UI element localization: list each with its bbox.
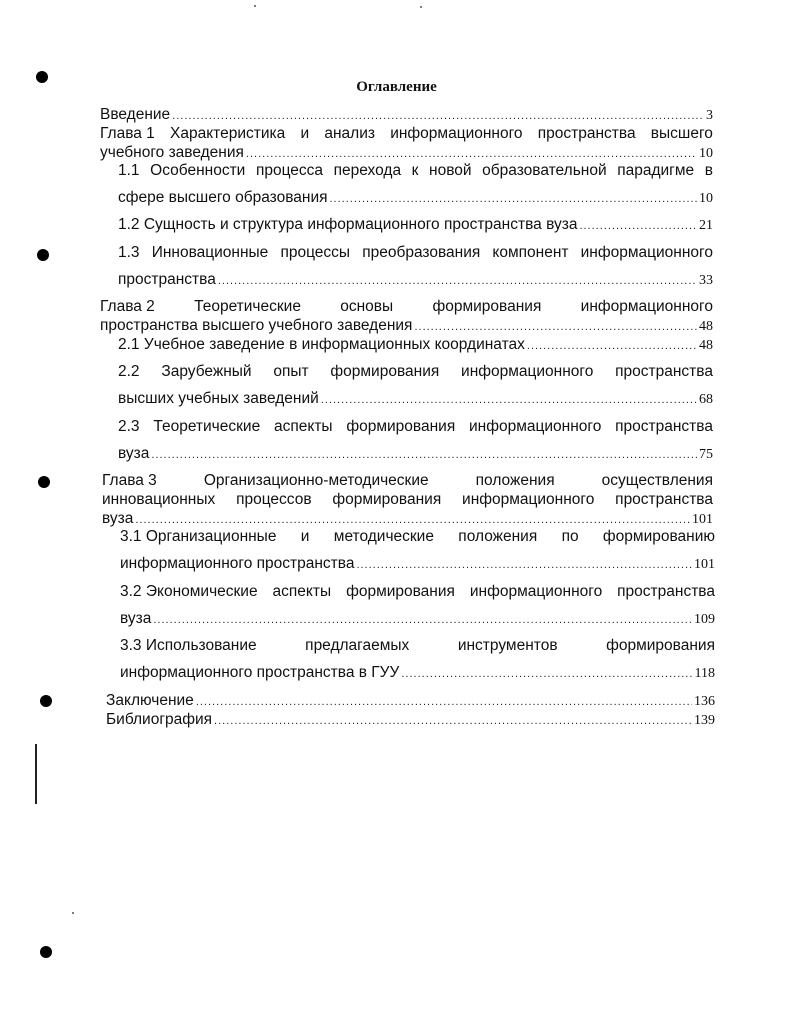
word: опыт (273, 363, 309, 380)
word: формирования (330, 363, 440, 380)
word: положения (458, 528, 538, 545)
word: аспекты (272, 583, 332, 600)
toc-entry-s32-line2 (120, 610, 715, 629)
toc-entry-text: вуза (120, 610, 152, 627)
toc-entry-ch3-line3 (102, 510, 713, 529)
leader-dots (414, 318, 697, 336)
leader-dots (579, 217, 697, 235)
page-number: 21 (699, 218, 713, 233)
word: аспекты (273, 418, 333, 435)
page-number: 75 (699, 447, 713, 462)
word: инновационных (102, 491, 216, 508)
word: процессов (236, 491, 312, 508)
toc-entry-text: информационного пространства (120, 555, 355, 572)
punch-hole (36, 71, 48, 83)
leader-dots (135, 511, 690, 529)
toc-entry-text: вуза (102, 510, 134, 527)
word: 3.2 Экономические (120, 583, 258, 600)
toc-entry-text: 2.1 Учебное заведение в информационных координатах (118, 336, 525, 353)
leader-dots (218, 272, 697, 290)
leader-dots (527, 337, 697, 355)
word: формирования (432, 298, 542, 315)
word: парадигме (617, 162, 695, 179)
page-number: 101 (694, 557, 715, 572)
word: пространства (615, 418, 713, 435)
word: информационного (469, 418, 602, 435)
word: основы (340, 298, 394, 315)
leader-dots (153, 611, 692, 629)
toc-entry-s31-line2 (120, 555, 715, 574)
toc-entry-s33-line2 (120, 664, 715, 683)
word: 1.1 (118, 162, 140, 179)
page-number: 109 (694, 612, 715, 627)
page-number: 48 (699, 319, 713, 334)
toc-entry-conclusion (106, 692, 715, 711)
word: информационного (390, 125, 523, 142)
word: и (300, 528, 310, 545)
toc-entry-ch2-line1 (100, 298, 713, 316)
word: Глава 2 (100, 298, 155, 315)
leader-dots (356, 556, 692, 574)
page-number: 3 (706, 108, 713, 123)
toc-entry-bibliography (106, 711, 715, 730)
punch-hole (37, 249, 49, 261)
toc-entry-s22-line2 (118, 390, 713, 409)
word: информационного (580, 244, 713, 261)
word: пространства (615, 491, 713, 508)
toc-entry-text: 1.2 Сущность и структура информационного пространства вуза (118, 216, 578, 233)
word: информационного (462, 491, 595, 508)
leader-dots (214, 712, 692, 730)
word: процессы (280, 244, 351, 261)
word: пространства (617, 583, 715, 600)
leader-dots (196, 693, 692, 711)
word: Особенности (150, 162, 246, 179)
word: 2.2 (118, 363, 140, 380)
scan-speck (254, 5, 256, 7)
word: Характеристика (170, 125, 286, 142)
word: к (411, 162, 419, 179)
toc-entry-text: Библиография (106, 711, 213, 728)
word: по (561, 528, 579, 545)
toc-entry-s12 (118, 216, 713, 235)
toc-entry-text: учебного заведения (100, 144, 244, 161)
page-number: 101 (692, 512, 713, 527)
word: Организационно-методические (203, 472, 429, 489)
word: перехода (333, 162, 402, 179)
word: инструментов (457, 637, 558, 654)
toc-entry-text: информационного пространства в ГУУ (120, 664, 400, 681)
word: образовательной (482, 162, 607, 179)
scan-speck (420, 6, 422, 8)
page-number: 10 (699, 146, 713, 161)
word: Глава 1 (100, 125, 155, 142)
toc-entry-ch1-line1 (100, 125, 713, 143)
toc-entry-s11-line2 (118, 189, 713, 208)
word: пространства (615, 363, 713, 380)
leader-dots (401, 665, 692, 683)
word: информационного (469, 583, 603, 600)
page-number: 48 (699, 338, 713, 353)
leader-dots (321, 391, 697, 409)
word: информационного (580, 298, 713, 315)
page-number: 33 (699, 273, 713, 288)
toc-entry-text: пространства (118, 271, 216, 288)
toc-entry-text: пространства высшего учебного заведения (100, 317, 413, 334)
page-number: 136 (694, 694, 715, 709)
word: 2.3 (118, 418, 140, 435)
word: предлагаемых (305, 637, 410, 654)
word: новой (429, 162, 472, 179)
toc-entry-text: сфере высшего образования (118, 189, 328, 206)
toc-entry-text: вуза (118, 445, 150, 462)
page-number: 139 (694, 713, 715, 728)
word: формирования (606, 637, 715, 654)
word: 3.1 Организационные (120, 528, 277, 545)
word: 3.3 Использование (120, 637, 257, 654)
word: компонент (492, 244, 569, 261)
toc-entry-ch1-line2 (100, 144, 713, 163)
word: преобразования (362, 244, 481, 261)
word: анализ (324, 125, 375, 142)
toc-entry-ch2-line2 (100, 317, 713, 336)
page-number: 10 (699, 191, 713, 206)
toc-entry-s32-line1 (120, 583, 715, 601)
page-number: 68 (699, 392, 713, 407)
punch-hole (40, 695, 52, 707)
word: Теоретические (153, 418, 261, 435)
word: информационного (461, 363, 594, 380)
word: формированию (602, 528, 715, 545)
word: высшего (650, 125, 713, 142)
toc-entry-s22-line1 (118, 363, 713, 381)
scan-speck (72, 912, 74, 914)
word: Зарубежный (161, 363, 252, 380)
scan-edge-line (35, 744, 37, 804)
word: методические (333, 528, 434, 545)
toc-entry-s13-line2 (118, 271, 713, 290)
word: осуществления (601, 472, 713, 489)
word: Глава 3 (102, 472, 157, 489)
leader-dots (330, 190, 698, 208)
toc-entry-s23-line2 (118, 445, 713, 464)
word: процесса (255, 162, 324, 179)
punch-hole (38, 476, 50, 488)
toc-entry-intro (100, 106, 713, 125)
word: в (704, 162, 713, 179)
toc-entry-text: высших учебных заведений (118, 390, 319, 407)
toc-entry-s33-line1 (120, 637, 715, 655)
page-number: 118 (694, 666, 715, 681)
leader-dots (246, 145, 697, 163)
word: пространства (537, 125, 636, 142)
word: 1.3 (118, 244, 140, 261)
toc-entry-ch3-line1 (102, 472, 713, 490)
punch-hole (40, 946, 52, 958)
toc-entry-ch3-line2 (102, 491, 713, 509)
toc-entry-s21 (118, 336, 713, 355)
toc-entry-s11-line1 (118, 162, 713, 180)
toc-entry-s13-line1 (118, 244, 713, 262)
leader-dots (172, 107, 704, 125)
word: формирования (346, 418, 456, 435)
toc-entry-s23-line1 (118, 418, 713, 436)
leader-dots (151, 446, 697, 464)
word: положения (475, 472, 555, 489)
toc-entry-text: Заключение (106, 692, 194, 709)
toc-entry-s31-line1 (120, 528, 715, 546)
word: формирования (346, 583, 455, 600)
toc-entry-text: Введение (100, 106, 171, 123)
page-title: Оглавление (356, 79, 437, 95)
word: и (300, 125, 310, 142)
word: Инновационные (151, 244, 269, 261)
word: формирования (332, 491, 442, 508)
word: Теоретические (194, 298, 301, 315)
